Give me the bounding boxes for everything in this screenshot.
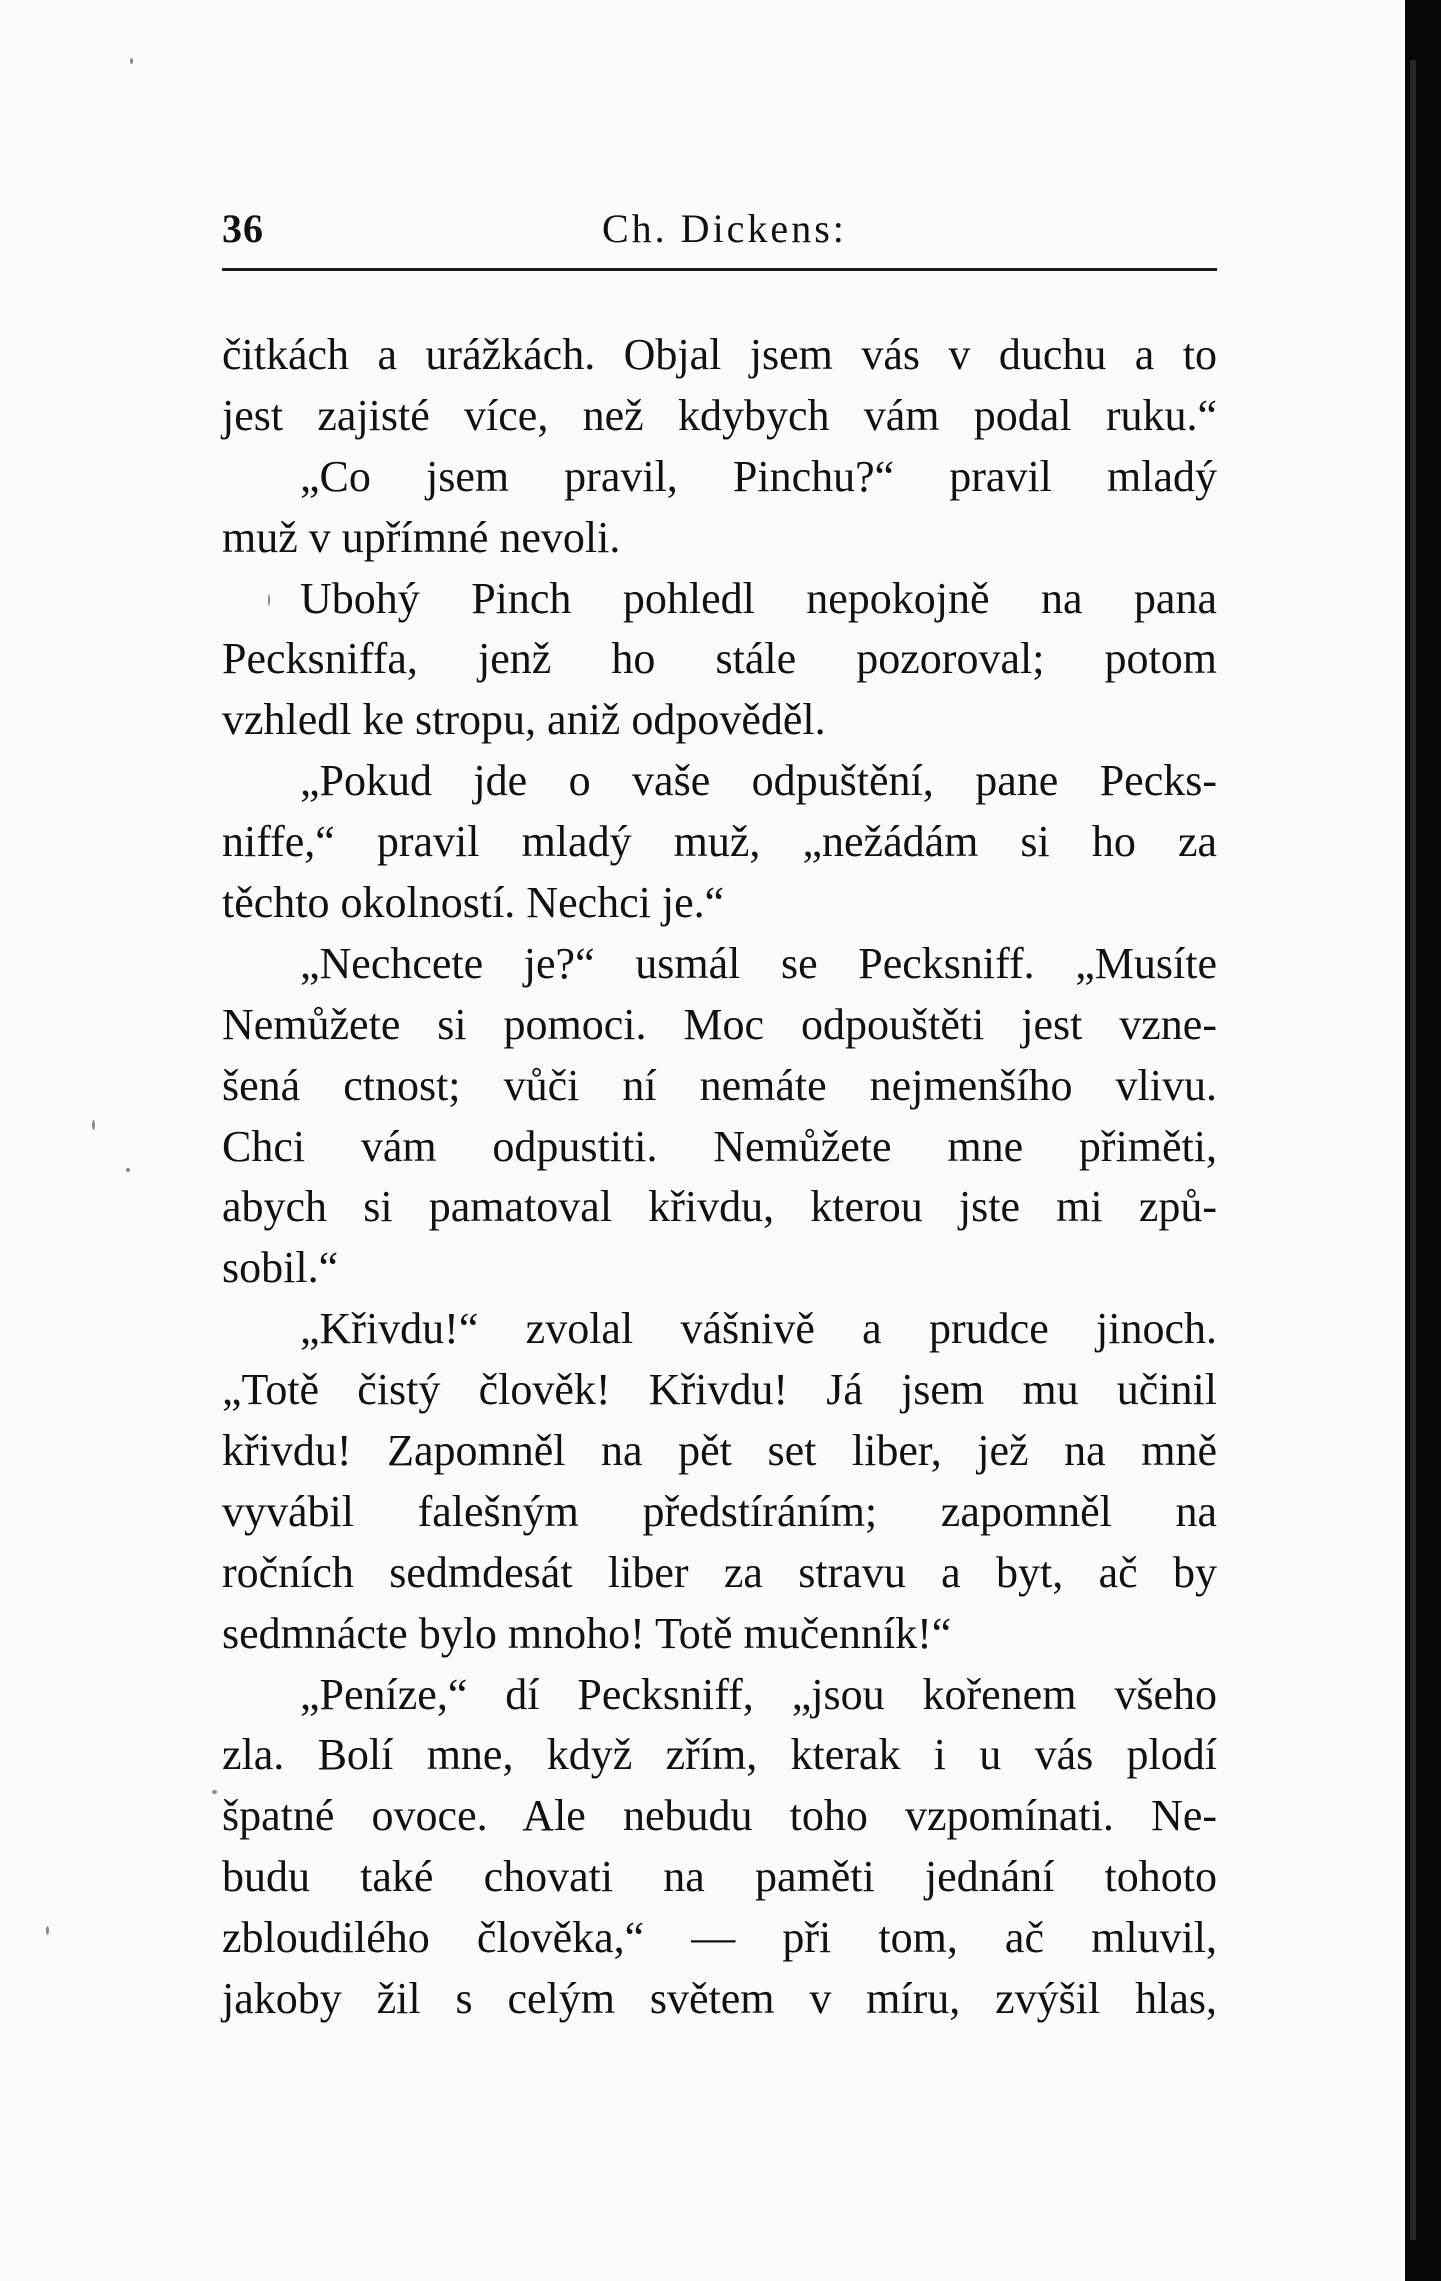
text-line: čitkách a urážkách. Objal jsem vás v duchu a to [222, 330, 1217, 379]
running-title: Ch. Dickens: [602, 206, 847, 251]
text-line: muž v upřímné nevoli. [222, 512, 621, 562]
text-line: budu také chovati na paměti jednání tohoto [222, 1852, 1217, 1902]
scan-speck [92, 1120, 95, 1130]
text-line: vyvábil falešným předstíráním; zapomněl na [222, 1486, 1217, 1536]
scan-speck [126, 1168, 130, 1172]
text-line: šená ctnost; vůči ní nemáte nejmenšího vlivu. [222, 1060, 1217, 1110]
header-rule [222, 268, 1217, 271]
text-line: sobil.“ [222, 1243, 339, 1293]
page-number: 36 [222, 206, 264, 251]
text-line: abych si pamatoval křivdu, kterou jste mi způ- [222, 1182, 1217, 1232]
text-line: křivdu! Zapomněl na pět set liber, jež na mně [222, 1426, 1217, 1476]
text-line: jest zajisté více, než kdybych vám podal ruku.“ [222, 390, 1217, 440]
scan-speck [130, 58, 133, 64]
text-line: „Křivdu!“ zvolal vášnivě a prudce jinoch. [300, 1304, 1217, 1354]
text-line: Ubohý Pinch pohledl nepokojně na pana [300, 573, 1217, 623]
page-header [222, 205, 1217, 265]
text-line: špatné ovoce. Ale nebudu toho vzpomínati. Ne- [222, 1791, 1217, 1841]
scan-speck [212, 1790, 217, 1794]
text-line: zbloudilého člověka,“ — při tom, ač mluvil, [222, 1913, 1217, 1963]
text-line: „Nechcete je?“ usmál se Pecksniff. „Musíte [300, 938, 1217, 988]
page-edge-shadow [1410, 60, 1416, 2240]
text-line: Pecksniffa, jenž ho stále pozoroval; potom [222, 634, 1217, 684]
text-line: zla. Bolí mne, když zřím, kterak i u vás plodí [222, 1730, 1217, 1780]
text-line: jakoby žil s celým světem v míru, zvýšil hlas, [222, 1974, 1217, 2024]
text-line: vzhledl ke stropu, aniž odpověděl. [222, 695, 826, 745]
text-line: „Co jsem pravil, Pinchu?“ pravil mladý [300, 451, 1217, 501]
text-line: těchto okolností. Nechci je.“ [222, 878, 725, 928]
scan-speck [268, 594, 270, 606]
text-line: niffe,“ pravil mladý muž, „nežádám si ho za [222, 817, 1217, 867]
text-line: „Totě čistý člověk! Křivdu! Já jsem mu učinil [222, 1365, 1217, 1415]
text-line: „Pokud jde o vaše odpuštění, pane Pecks- [300, 756, 1217, 806]
text-line: ročních sedmdesát liber za stravu a byt, ač by [222, 1547, 1217, 1597]
text-line: „Peníze,“ dí Pecksniff, „jsou kořenem všeho [300, 1669, 1217, 1719]
scan-speck [46, 1926, 49, 1935]
text-line: sedmnácte bylo mnoho! Totě mučenník!“ [222, 1608, 952, 1658]
text-line: Nemůžete si pomoci. Moc odpouštěti jest vzne- [222, 999, 1217, 1049]
text-line: Chci vám odpustiti. Nemůžete mne přiměti, [222, 1121, 1217, 1171]
body-text [222, 325, 1217, 2030]
